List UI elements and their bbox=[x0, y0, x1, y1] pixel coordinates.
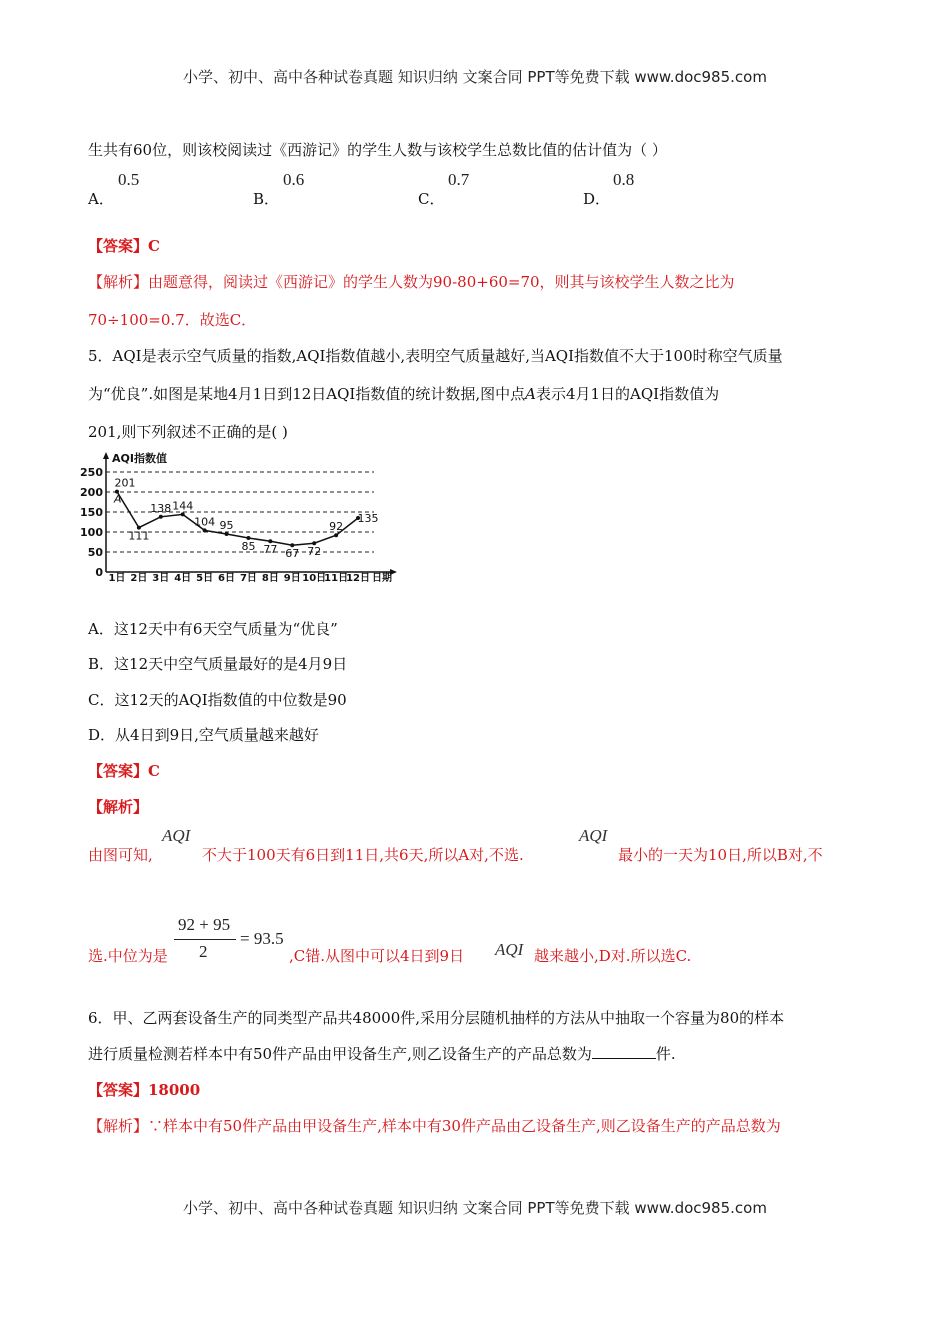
q5-option-c: C．这12天的AQI指数值的中位数是90 bbox=[88, 691, 347, 709]
q6-answer-blank bbox=[592, 1044, 656, 1059]
q5-stem-var-a: A bbox=[525, 385, 536, 403]
q4-option-b-label: B． bbox=[253, 190, 280, 208]
fraction-result: = 93.5 bbox=[240, 929, 284, 948]
fraction-denominator: 2 bbox=[199, 942, 208, 961]
y-tick-label: 0 bbox=[95, 566, 103, 579]
x-tick-label: 4日 bbox=[174, 573, 192, 584]
x-axis-label: 日期 bbox=[372, 573, 392, 584]
q5-analysis-p4: 选.中位为是 bbox=[88, 947, 168, 965]
data-label: 144 bbox=[172, 499, 194, 513]
y-tick-label: 250 bbox=[80, 466, 103, 479]
q5-stem-line2-post: 表示4月1日的AQI指数值为 bbox=[535, 385, 720, 403]
q4-analysis-line1: 【解析】由题意得，阅读过《西游记》的学生人数为90-80+60=70，则其与该校学生人数之比为 bbox=[88, 273, 735, 291]
x-tick-label: 11日 bbox=[324, 573, 349, 584]
y-tick-label: 50 bbox=[87, 546, 103, 559]
chart-axes bbox=[103, 451, 397, 584]
x-tick-label: 10日 bbox=[302, 573, 327, 584]
chart-xticks bbox=[108, 572, 370, 584]
x-tick-label: 5日 bbox=[196, 573, 214, 584]
aqi-symbol-3: AQI bbox=[495, 940, 524, 959]
aqi-symbol-1: AQI bbox=[162, 826, 191, 845]
q5-analysis-p5: ,C错.从图中可以4日到9日 bbox=[289, 947, 465, 965]
q4-option-c-label: C． bbox=[418, 190, 445, 208]
data-label: 72 bbox=[307, 545, 322, 559]
q6-analysis: 【解析】∵样本中有50件产品由甲设备生产,样本中有30件产品由乙设备生产,则乙设备生产的产品总数为 bbox=[88, 1117, 781, 1135]
q5-option-d: D．从4日到9日,空气质量越来越好 bbox=[88, 726, 319, 744]
data-label: 92 bbox=[329, 520, 344, 534]
q4-option-a-value: 0.5 bbox=[118, 170, 140, 189]
q6-answer: 【答案】18000 bbox=[88, 1081, 201, 1099]
data-label: 104 bbox=[194, 515, 216, 529]
q4-answer: 【答案】C bbox=[88, 237, 160, 255]
x-tick-label: 8日 bbox=[261, 573, 279, 584]
x-tick-label: 1日 bbox=[108, 573, 126, 584]
q5-analysis-p1: 由图可知, bbox=[88, 846, 153, 864]
y-axis-arrow bbox=[103, 452, 109, 459]
q4-option-d-value: 0.8 bbox=[613, 170, 635, 189]
data-point bbox=[181, 512, 185, 516]
q4-stem: 生共有60位，则该校阅读过《西游记》的学生人数与该校学生总数比值的估计值为（ ） bbox=[88, 141, 667, 159]
page-footer: 小学、初中、高中各种试卷真题 知识归纳 文案合同 PPT等免费下载 www.doc985.com bbox=[183, 1199, 767, 1217]
q6-stem-line2-pre: 进行质量检测若样本中有50件产品由甲设备生产,则乙设备生产的产品总数为 bbox=[88, 1045, 592, 1063]
data-label: 138 bbox=[150, 501, 172, 515]
q5-analysis-p6: 越来越小,D对.所以选C. bbox=[534, 947, 692, 965]
fraction-bar bbox=[174, 939, 236, 940]
data-label: 67 bbox=[285, 547, 300, 561]
data-label: 111 bbox=[128, 529, 150, 543]
data-label: 135 bbox=[357, 512, 379, 525]
q5-answer: 【答案】C bbox=[88, 762, 160, 780]
q5-option-b: B．这12天中空气质量最好的是4月9日 bbox=[88, 655, 348, 673]
q4-option-a-label: A． bbox=[88, 190, 114, 208]
data-point bbox=[203, 528, 207, 532]
x-tick-label: 2日 bbox=[130, 573, 148, 584]
y-axis-label: AQI指数值 bbox=[112, 452, 167, 465]
y-tick-label: 100 bbox=[80, 526, 103, 539]
chart-series bbox=[113, 477, 379, 561]
q5-stem-line1: 5．AQI是表示空气质量的指数,AQI指数值越小,表明空气质量越好,当AQI指数值不大于100时称空气质量 bbox=[88, 347, 783, 365]
q5-stem-line2 bbox=[88, 383, 719, 404]
data-label: 201 bbox=[114, 476, 136, 490]
x-tick-label: 9日 bbox=[283, 573, 301, 584]
data-label: 77 bbox=[263, 543, 278, 557]
q4-option-c-value: 0.7 bbox=[448, 170, 470, 189]
x-tick-label: 7日 bbox=[239, 573, 257, 584]
chart-yticks bbox=[80, 466, 103, 579]
q4-option-d-label: D． bbox=[583, 190, 611, 208]
q4-option-b-value: 0.6 bbox=[283, 170, 305, 189]
q5-analysis-p3: 最小的一天为10日,所以B对,不 bbox=[618, 846, 823, 864]
data-label: 95 bbox=[219, 519, 234, 532]
q6-stem-line2 bbox=[88, 1043, 676, 1064]
data-label: 85 bbox=[241, 540, 256, 553]
x-tick-label: 6日 bbox=[218, 573, 236, 584]
q5-option-a: A．这12天中有6天空气质量为“优良” bbox=[88, 620, 338, 638]
q6-stem-line1: 6．甲、乙两套设备生产的同类型产品共48000件,采用分层随机抽样的方法从中抽取一个容量为80的样本 bbox=[88, 1009, 785, 1027]
q6-stem-line2-post: 件. bbox=[655, 1045, 676, 1063]
q5-stem-line3: 201,则下列叙述不正确的是( ) bbox=[88, 423, 288, 441]
q5-stem-line2-pre: 为“优良”.如图是某地4月1日到12日AQI指数值的统计数据,图中点 bbox=[88, 385, 526, 403]
data-point bbox=[159, 515, 163, 519]
page-header: 小学、初中、高中各种试卷真题 知识归纳 文案合同 PPT等免费下载 www.doc985.com bbox=[183, 68, 767, 86]
point-a-label: A bbox=[113, 492, 122, 506]
data-point bbox=[334, 533, 338, 537]
fraction-numerator: 92 + 95 bbox=[178, 915, 231, 934]
aqi-line-chart bbox=[80, 448, 399, 584]
q4-analysis-line2: 70÷100=0.7．故选C． bbox=[88, 311, 257, 329]
x-tick-label: 12日 bbox=[346, 573, 371, 584]
series-line bbox=[117, 492, 358, 546]
y-tick-label: 150 bbox=[80, 506, 103, 519]
data-point bbox=[225, 532, 229, 536]
y-tick-label: 200 bbox=[80, 486, 103, 499]
q5-analysis-p2: 不大于100天有6日到11日,共6天,所以A对,不选. bbox=[202, 846, 524, 864]
q5-analysis-label: 【解析】 bbox=[88, 798, 149, 816]
aqi-symbol-2: AQI bbox=[579, 826, 608, 845]
x-tick-label: 3日 bbox=[152, 573, 170, 584]
